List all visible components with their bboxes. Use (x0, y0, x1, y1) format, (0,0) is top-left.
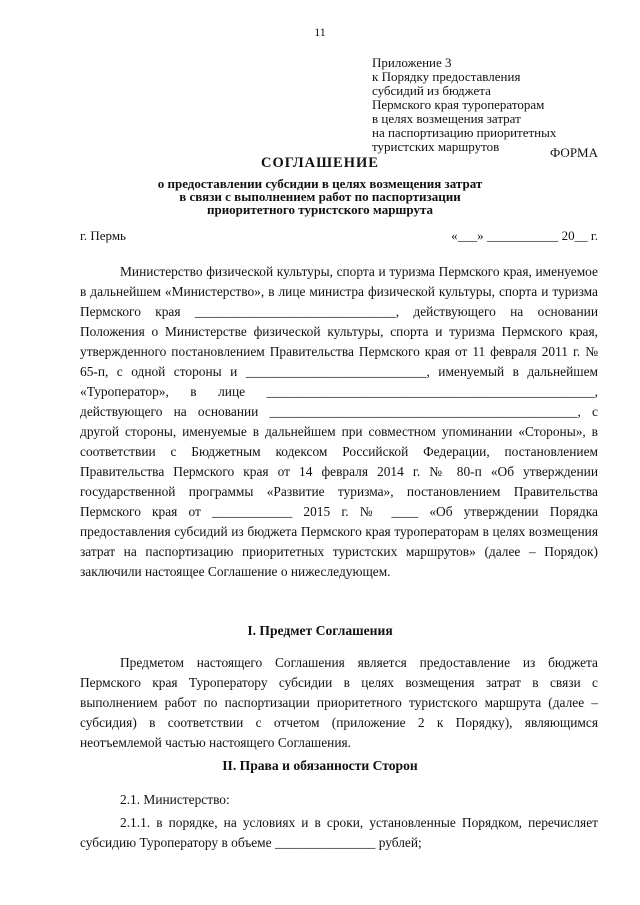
annex-line: к Порядку предоставления (372, 69, 521, 84)
subtitle-line: в связи с выполнением работ по паспортизации (179, 189, 461, 204)
subtitle-line: о предоставлении субсидии в целях возмещения затрат (157, 176, 483, 191)
date-placeholder: «___» ___________ 20__ г. (451, 228, 598, 243)
subtitle-line: приоритетного туристского маршрута (206, 202, 434, 217)
annex-line: субсидий из бюджета (372, 83, 491, 98)
annex-line: Пермского края туроператорам (372, 97, 545, 112)
section-1-body (80, 653, 598, 753)
annex-line: на паспортизацию приоритетных (372, 125, 557, 140)
annex-line: в целях возмещения затрат (372, 111, 521, 126)
page-number: 11 (314, 25, 326, 39)
section-1-heading: I. Предмет Соглашения (247, 623, 393, 638)
section-2-item-1: 2.1. Министерство: (120, 792, 230, 807)
document-title: СОГЛАШЕНИЕ (261, 155, 379, 171)
form-label: ФОРМА (550, 145, 598, 160)
preamble (80, 262, 598, 582)
document-subtitle (80, 177, 560, 216)
annex-line: туристских маршрутов (372, 139, 500, 154)
section-2-heading: II. Права и обязанности Сторон (222, 758, 418, 773)
section-2-body (80, 790, 598, 853)
annex-line: Приложение 3 (372, 55, 452, 70)
section-2-item-1-1: 2.1.1. в порядке, на условиях и в сроки, установленные Порядком, перечисляет субсидию Туроператору в объеме _______________ рублей; (80, 815, 598, 850)
preamble-text: Министерство физической культуры, спорта и туризма Пермского края, именуемое в дальнейшем «Министерство», в лице министра физической культуры, спорта и туризма Пермского края ______________________________, действующего на основании Положения о Министерстве физической культуры, спорта и туризма Пермского края, утвержденного постановлением Правительства Пермского края от 11 февраля 2011 г. № 65-п, с одной стороны и ___________________________, именуемый в дальнейшем «Туроператор», в лице _________________________________________________, действующего на основании ______________________________________________, с другой стороны, именуемые в дальнейшем при совместном упоминании «Стороны», в соответствии с Бюджетным кодексом Российской Федерации, постановлением Правительства Пермского края от 14 февраля 2014 г. № 80-п «Об утверждении государственной программы «Развитие туризма», постановлением Правительства Пермского края от ____________ 2015 г. № ____ «Об утверждении Порядка предоставления субсидий из бюджета Пермского края туроператорам в целях возмещения затрат на паспортизацию приоритетных туристских маршрутов» (далее – Порядок) заключили настоящее Соглашение о нижеследующем. (80, 264, 598, 579)
section-1-text: Предметом настоящего Соглашения является предоставление из бюджета Пермского края Туроператору субсидии в целях возмещения затрат в связи с выполнением работ по паспортизации приоритетного туристского маршрута (далее – субсидия) в соответствии с отчетом (приложение 2 к Порядку), являющимся неотъемлемой частью настоящего Соглашения. (80, 655, 598, 750)
annex-block (372, 56, 612, 154)
city: г. Пермь (80, 228, 126, 243)
